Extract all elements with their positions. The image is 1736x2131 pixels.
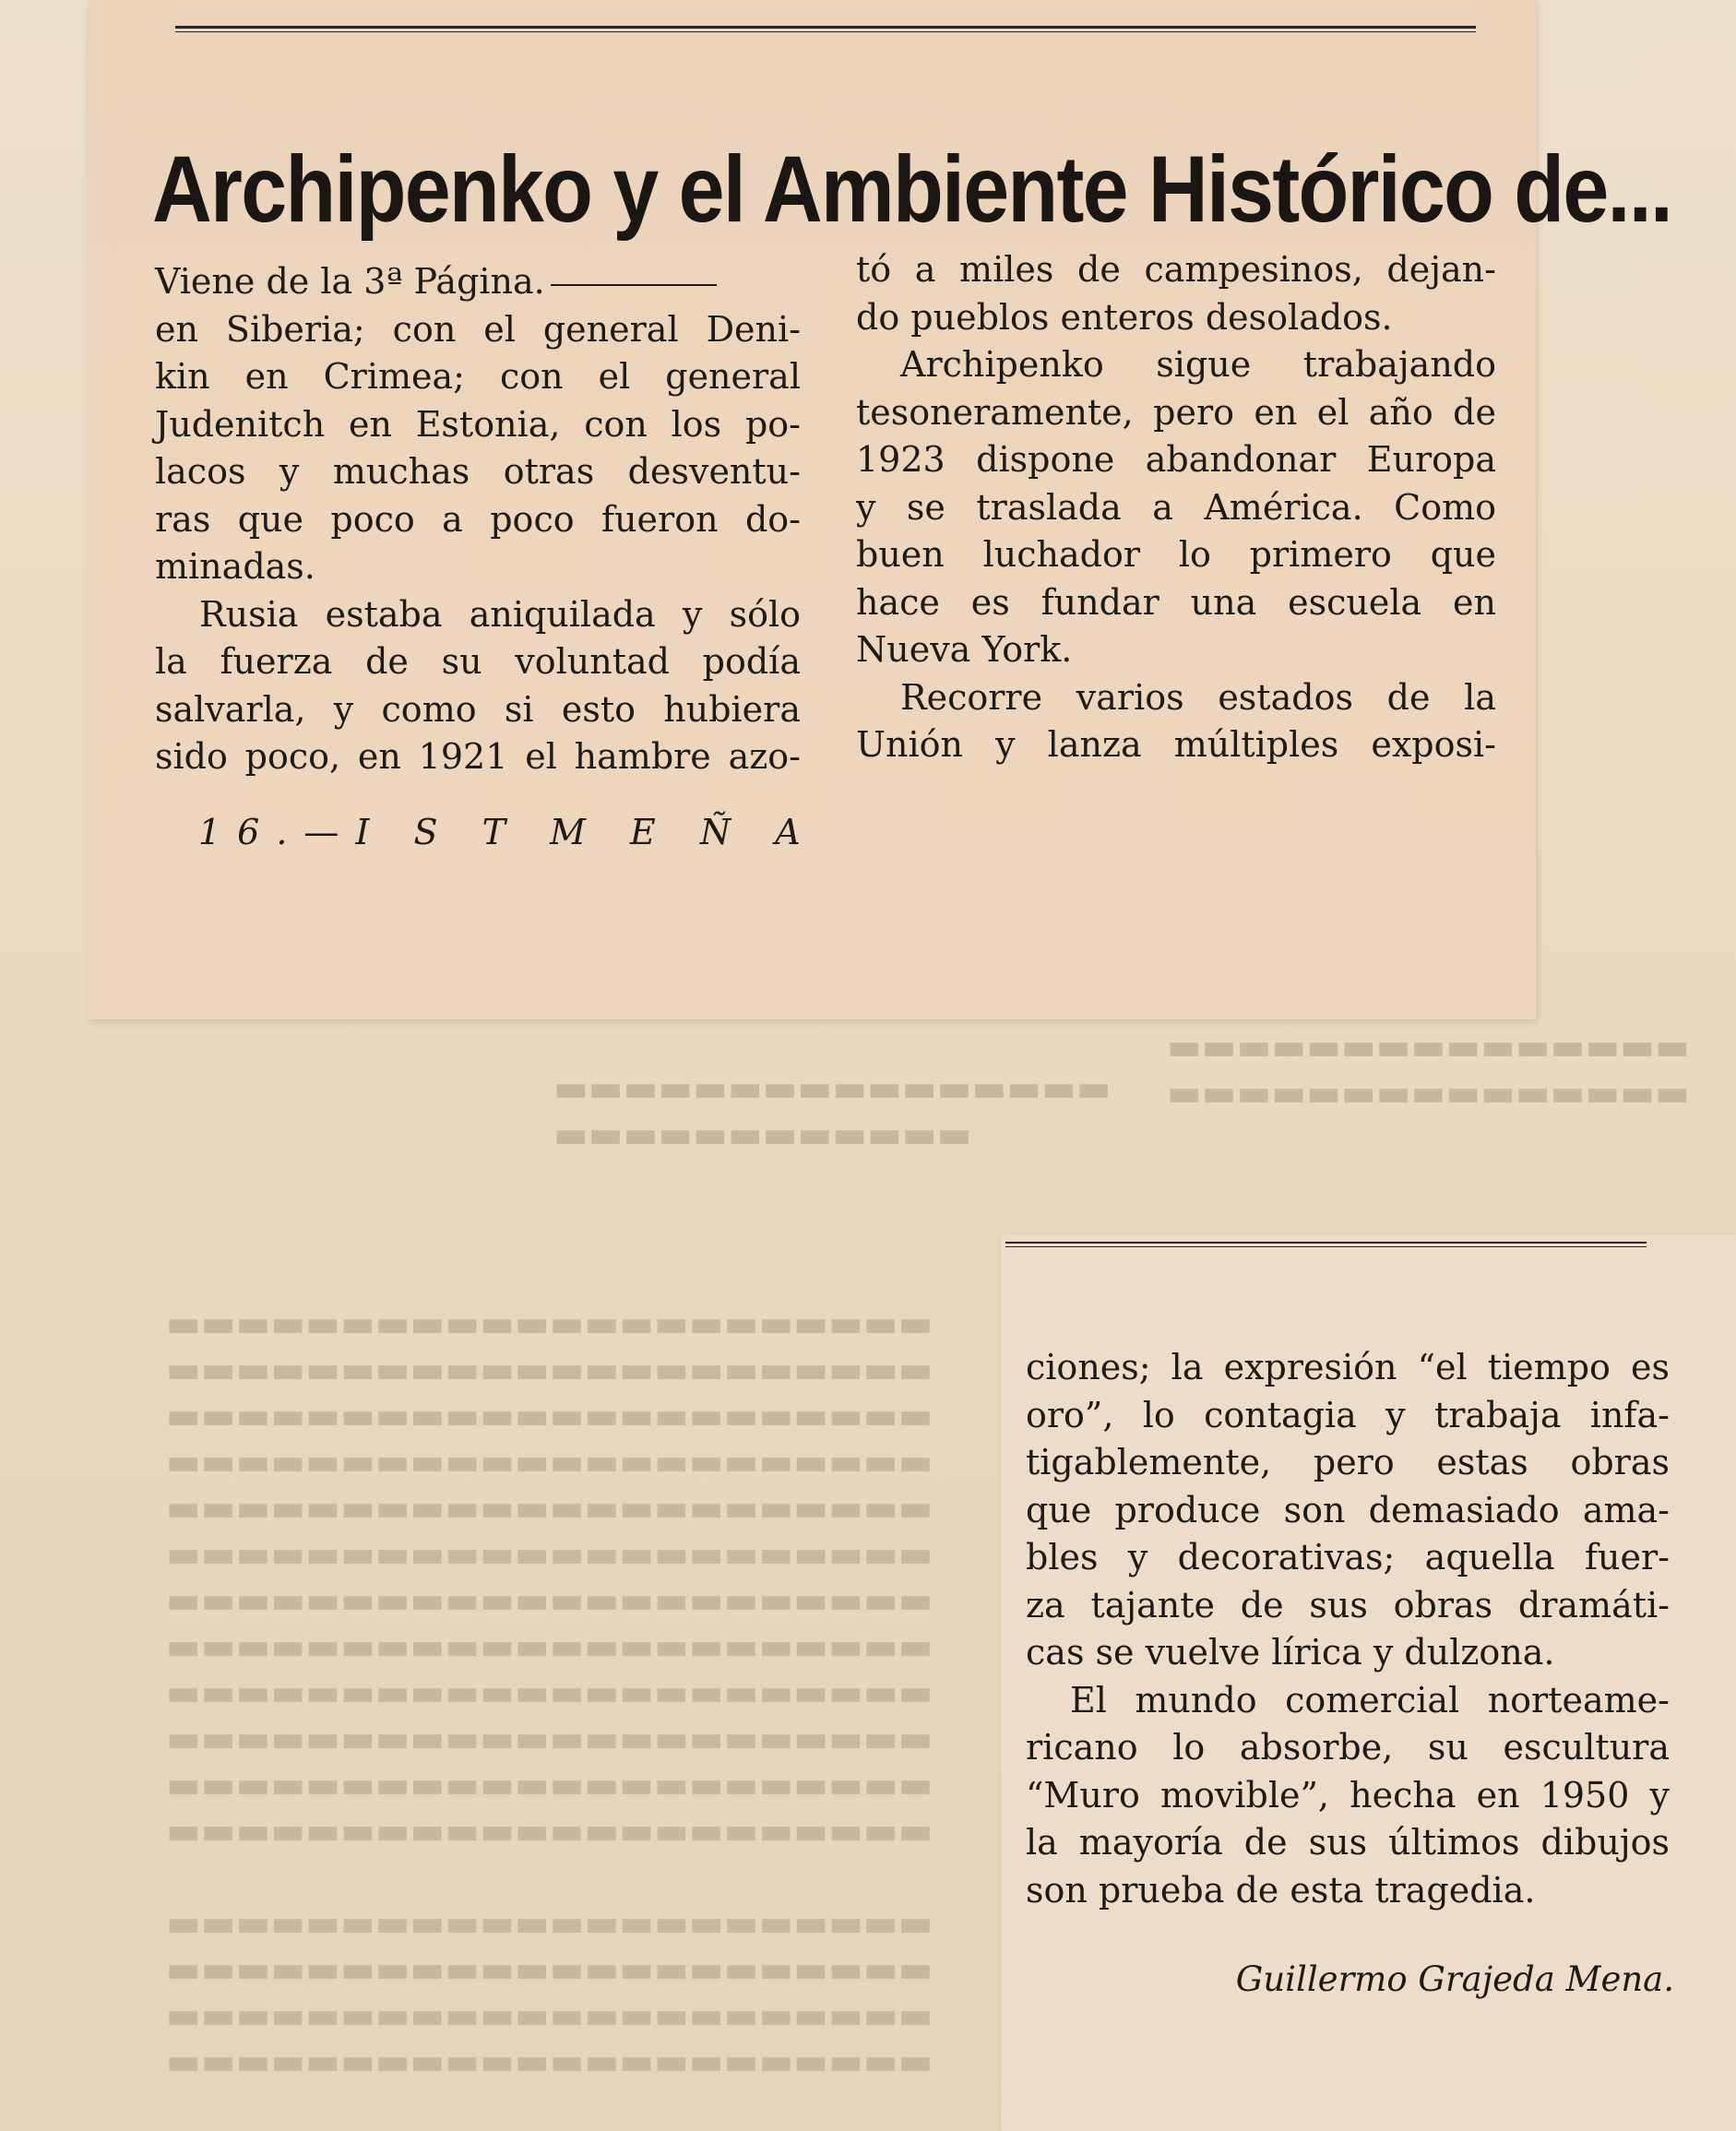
text-line: kin en Crimea; con el general: [155, 356, 801, 397]
clipping-top-rule-thin: [1005, 1246, 1647, 1247]
text-line: Archipenko sigue trabajando: [900, 344, 1496, 385]
page-footer: 16.—I S T M E Ñ A: [198, 812, 817, 852]
bleed-through-text: ▬▬▬▬▬▬▬▬▬▬▬▬▬▬▬▬▬▬▬▬▬▬: [166, 1764, 933, 1806]
text-line: El mundo comercial norteame-: [1070, 1679, 1670, 1720]
text-line: sido poco, en 1921 el hambre azo-: [155, 736, 801, 777]
bleed-through-text: ▬▬▬▬▬▬▬▬▬▬▬▬▬▬▬▬▬▬▬▬▬▬: [166, 1718, 933, 1760]
bleed-through-text: ▬▬▬▬▬▬▬▬▬▬▬▬▬▬▬▬▬▬▬▬▬▬: [166, 1994, 933, 2037]
bleed-through-text: ▬▬▬▬▬▬▬▬▬▬▬▬▬▬▬▬▬▬▬▬▬▬: [166, 1625, 933, 1668]
article-column-2: [856, 246, 1496, 769]
top-rule-thin: [175, 31, 1476, 32]
text-line: lacos y muchas otras desventu-: [155, 451, 801, 492]
text-line: Nueva York.: [856, 629, 1073, 670]
article-headline: Archipenko y el Ambiente Histórico de...: [152, 137, 1672, 242]
text-line: la mayoría de sus últimos dibujos: [1026, 1822, 1670, 1863]
bleed-through-text: ▬▬▬▬▬▬▬▬▬▬▬▬▬▬▬▬▬▬▬▬▬▬: [166, 1303, 933, 1345]
text-line: tigablemente, pero estas obras: [1026, 1442, 1670, 1482]
text-line: tó a miles de campesinos, dejan-: [856, 249, 1496, 290]
bleed-through-text: ▬▬▬▬▬▬▬▬▬▬▬▬▬▬▬▬▬▬▬▬▬▬: [166, 2041, 933, 2083]
bleed-through-text: ▬▬▬▬▬▬▬▬▬▬▬▬▬▬▬▬: [553, 1067, 1112, 1110]
text-line: buen luchador lo primero que: [856, 534, 1496, 575]
bleed-through-text: ▬▬▬▬▬▬▬▬▬▬▬▬▬▬▬▬▬▬▬▬▬▬: [166, 1487, 933, 1530]
text-line: salvarla, y como si esto hubiera: [155, 688, 801, 730]
article-column-1: [155, 258, 801, 781]
bleed-through-text: ▬▬▬▬▬▬▬▬▬▬▬▬: [553, 1113, 972, 1156]
text-line: minadas.: [155, 546, 315, 587]
bleed-through-text: ▬▬▬▬▬▬▬▬▬▬▬▬▬▬▬▬▬▬▬▬▬▬: [166, 1579, 933, 1622]
clipping-top-rule: [1005, 1242, 1647, 1244]
text-line: son prueba de esta tragedia.: [1026, 1869, 1536, 1911]
text-line: que produce son demasiado ama-: [1026, 1489, 1670, 1530]
text-line: “Muro movible”, hecha en 1950 y: [1026, 1774, 1670, 1816]
bleed-through-text: ▬▬▬▬▬▬▬▬▬▬▬▬▬▬▬▬▬▬▬▬▬▬: [166, 1902, 933, 1945]
text-line: za tajante de sus obras dramáti-: [1026, 1584, 1670, 1625]
article-column-3: [1026, 1344, 1670, 1914]
text-line: ciones; la expresión “el tiempo es: [1026, 1347, 1670, 1387]
text-line: ricano lo absorbe, su escultura: [1026, 1727, 1670, 1768]
text-line: tesoneramente, pero en el año de: [856, 391, 1496, 433]
text-line: hace es fundar una escuela en: [856, 581, 1496, 623]
text-line: do pueblos enteros desolados.: [856, 296, 1393, 338]
short-rule: [551, 284, 717, 286]
bleed-through-text: ▬▬▬▬▬▬▬▬▬▬▬▬▬▬▬: [1167, 1072, 1690, 1114]
text-line: bles y decorativas; aquella fuer-: [1026, 1537, 1670, 1577]
bleed-through-text: ▬▬▬▬▬▬▬▬▬▬▬▬▬▬▬▬▬▬▬▬▬▬: [166, 1533, 933, 1576]
bleed-through-text: ▬▬▬▬▬▬▬▬▬▬▬▬▬▬▬▬▬▬▬▬▬▬: [166, 1948, 933, 1991]
bleed-through-text: ▬▬▬▬▬▬▬▬▬▬▬▬▬▬▬▬▬▬▬▬▬▬: [166, 1672, 933, 1714]
bleed-through-text: ▬▬▬▬▬▬▬▬▬▬▬▬▬▬▬: [1167, 1026, 1690, 1068]
bleed-through-text: ▬▬▬▬▬▬▬▬▬▬▬▬▬▬▬▬▬▬▬▬▬▬: [166, 1441, 933, 1483]
text-line: 1923 dispone abandonar Europa: [856, 439, 1496, 480]
bleed-through-text: ▬▬▬▬▬▬▬▬▬▬▬▬▬▬▬▬▬▬▬▬▬▬: [166, 1395, 933, 1437]
continued-from-line: Viene de la 3ª Página.: [155, 258, 801, 306]
text-line: Rusia estaba aniquilada y sólo: [199, 593, 801, 635]
bleed-through-text: ▬▬▬▬▬▬▬▬▬▬▬▬▬▬▬▬▬▬▬▬▬▬: [166, 1349, 933, 1391]
text-line: y se traslada a América. Como: [856, 486, 1496, 528]
text-line: Unión y lanza múltiples exposi-: [856, 724, 1496, 765]
text-line: ras que poco a poco fueron do-: [155, 498, 801, 540]
text-line: en Siberia; con el general Deni-: [155, 308, 801, 350]
text-line: Judenitch en Estonia, con los po-: [155, 403, 801, 445]
text-line: cas se vuelve lírica y dulzona.: [1026, 1632, 1555, 1673]
text-line: Recorre varios estados de la: [900, 676, 1496, 718]
text-line: oro”, lo contagia y trabaja infa-: [1026, 1394, 1670, 1435]
author-signature: Guillermo Grajeda Mena.: [1235, 1959, 1674, 1999]
bleed-through-text: ▬▬▬▬▬▬▬▬▬▬▬▬▬▬▬▬▬▬▬▬▬▬: [166, 1810, 933, 1852]
text-line: la fuerza de su voluntad podía: [155, 641, 801, 682]
top-rule: [175, 26, 1476, 29]
